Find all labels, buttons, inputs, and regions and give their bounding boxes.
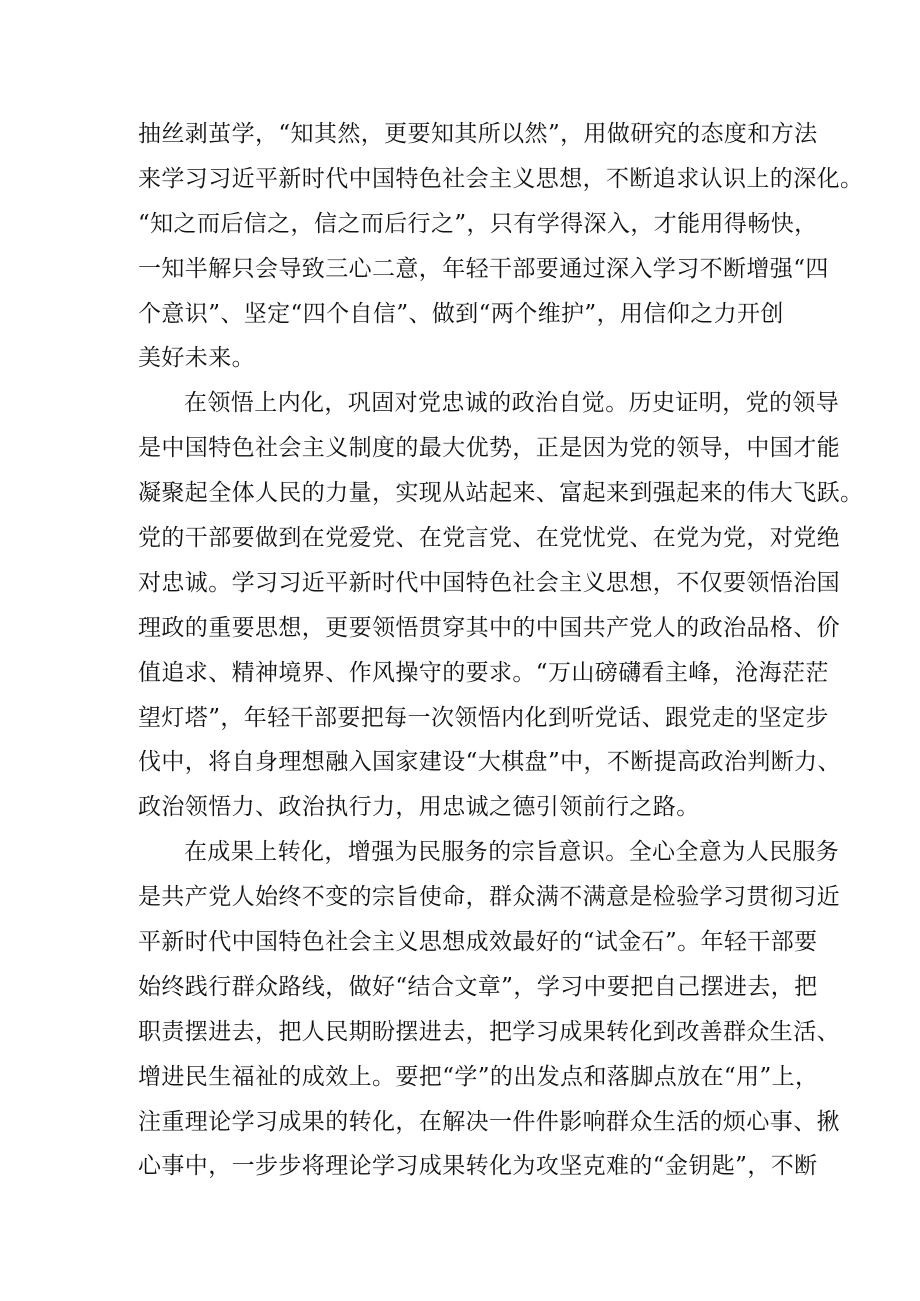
body-text [138, 112, 864, 1189]
text-line: 抽丝剥茧学，“知其然，更要知其所以然”，用做研究的态度和方法 [138, 121, 818, 147]
text-line: 是中国特色社会主义制度的最大优势，正是因为党的领导，中国才能 [138, 435, 840, 462]
text-line: 来学习习近平新时代中国特色社会主义思想，不断追求认识上的深化。 [138, 165, 864, 192]
text-line: 政治领悟力、政治执行力，用忠诚之德引领前行之路。 [138, 794, 700, 821]
text-line: 美好未来。 [138, 345, 255, 372]
text-line: 始终践行群众路线，做好“结合文章”，学习中要把自己摆进去，把 [138, 973, 818, 1000]
paragraph-start-line: 在成果上转化，增强为民服务的宗旨意识。全心全意为人民服务 [184, 839, 840, 866]
paragraph-start-line: 在领悟上内化，巩固对党忠诚的政治自觉。历史证明，党的领导 [184, 390, 840, 417]
text-line: 一知半解只会导致三心二意，年轻干部要通过深入学习不断增强“四 [138, 255, 829, 282]
text-line: 伐中，将自身理想融入国家建设“大棋盘”中，不断提高政治判断力、 [138, 749, 841, 776]
text-line: 心事中，一步步将理论学习成果转化为攻坚克难的“金钥匙”，不断 [138, 1153, 818, 1180]
text-line: 平新时代中国特色社会主义思想成效最好的“试金石”。年轻干部要 [138, 929, 818, 956]
text-line: 增进民生福祉的成效上。要把“学”的出发点和落脚点放在“用”上， [138, 1063, 819, 1090]
text-line: 值追求、精神境界、作风操守的要求。“万山磅礴看主峰，沧海茫茫 [138, 659, 829, 686]
text-line: 望灯塔”，年轻干部要把每一次领悟内化到听党话、跟党走的坚定步 [138, 704, 829, 731]
text-line: 凝聚起全体人民的力量，实现从站起来、富起来到强起来的伟大飞跃。 [138, 480, 864, 507]
text-line: 注重理论学习成果的转化，在解决一件件影响群众生活的烦心事、揪 [138, 1108, 840, 1135]
text-line: 是共产党人始终不变的宗旨使命，群众满不满意是检验学习贯彻习近 [138, 884, 840, 911]
text-line: 理政的重要思想，更要领悟贯穿其中的中国共产党人的政治品格、价 [138, 614, 840, 641]
text-line: 职责摆进去，把人民期盼摆进去，把学习成果转化到改善群众生活、 [138, 1018, 840, 1045]
text-line: “知之而后信之，信之而后行之”，只有学得深入，才能用得畅快， [138, 210, 818, 237]
text-line: 党的干部要做到在党爱党、在党言党、在党忧党、在党为党，对党绝 [138, 525, 840, 552]
text-line: 对忠诚。学习习近平新时代中国特色社会主义思想，不仅要领悟治国 [138, 569, 840, 596]
text-line: 个意识”、坚定“四个自信”、做到“两个维护”，用信仰之力开创 [138, 300, 784, 327]
